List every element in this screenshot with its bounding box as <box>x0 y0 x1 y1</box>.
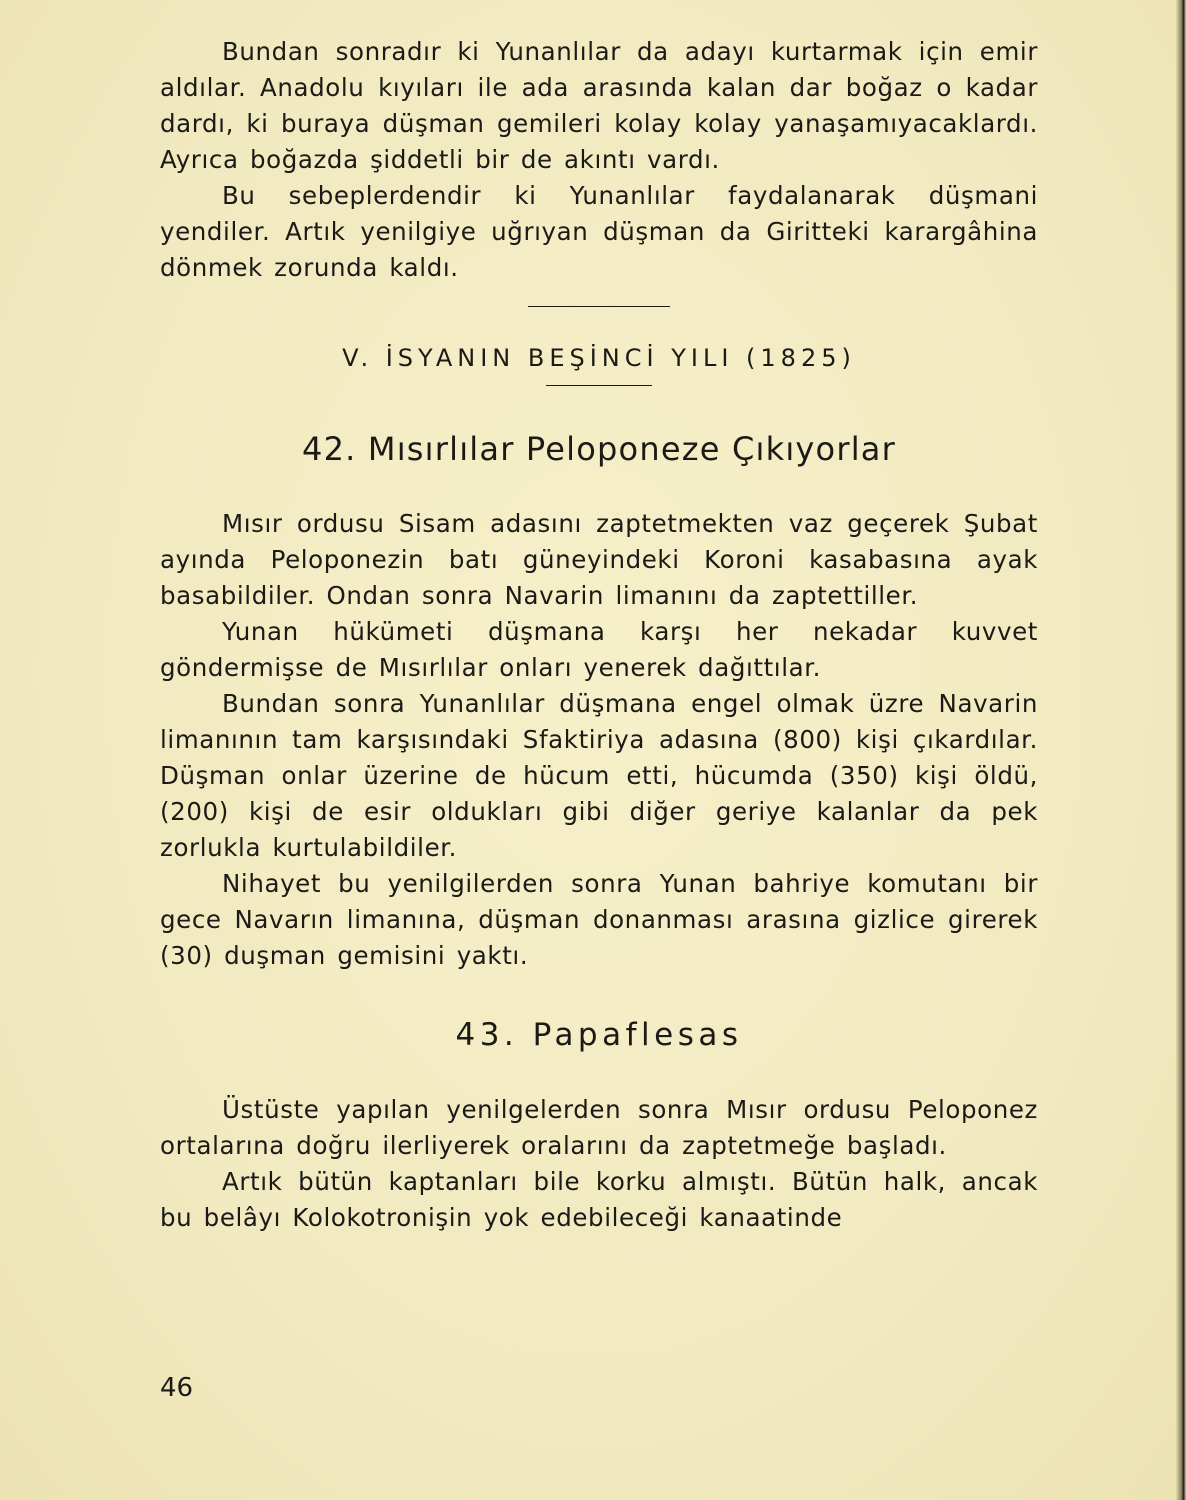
paragraph: Mısır ordusu Sisam adasını zaptetmekten vaz geçerek Şubat ayında Peloponezin batı güneyindeki Koroni kasabasına ayak basabildiler. Ondan sonra Navarin limanını da zaptettiller. <box>160 509 1038 610</box>
paragraph: Bu sebeplerdendir ki Yunanlılar faydalanarak düşmani yendiler. Artık yenilgiye uğrıyan düşman da Giritteki karargâhina dönmek zorunda kaldı. <box>160 181 1038 282</box>
chapter-heading-42: 42. Mısırlılar Peloponeze Çıkıyorlar <box>302 430 896 468</box>
paragraph: Bundan sonra Yunanlılar düşmana engel olmak üzre Navarin limanının tam karşısındaki Sfaktiriya adasına (800) kişi çıkardılar. Düşman onlar üzerine de hücum etti, hücumda (350) kişi öldü, (200) kişi de esir oldukları gibi diğer geriye kalanlar da pek zorlukla kurtulabildiler. <box>160 689 1038 862</box>
paragraph: Bundan sonradır ki Yunanlılar da adayı kurtarmak için emir aldılar. Anadolu kıyıları ile ada arasında kalan dar boğaz o kadar dardı, ki buraya düşman gemileri kolay kolay yanaşamıyacaklardı. Ayrıca boğazda şiddetli bir de akıntı vardı. <box>160 37 1038 174</box>
page-content <box>160 34 1038 1236</box>
section-title: V. İSYANIN BEŞİNCİ YILI (1825) <box>342 344 856 372</box>
paragraph: Yunan hükümeti düşmana karşı her nekadar kuvvet göndermişse de Mısırlılar onları yenerek dağıttılar. <box>160 617 1038 682</box>
page-edge-shadow <box>1176 0 1186 1500</box>
paragraph: Nihayet bu yenilgilerden sonra Yunan bahriye komutanı bir gece Navarın limanına, düşman donanması arasına gizlice girerek (30) duşman gemisini yaktı. <box>160 869 1038 970</box>
page-number: 46 <box>160 1373 194 1403</box>
paragraph: Artık bütün kaptanları bile korku almıştı. Bütün halk, ancak bu belâyı Kolokotronişin yok edebileceği kanaatinde <box>160 1167 1038 1232</box>
divider-rule <box>528 306 670 307</box>
chapter-heading-43: 43. Papaflesas <box>455 1017 743 1053</box>
divider-rule <box>546 385 652 386</box>
paragraph: Üstüste yapılan yenilgelerden sonra Mısır ordusu Peloponez ortalarına doğru ilerliyerek oralarını da zaptetmeğe başladı. <box>160 1095 1038 1160</box>
